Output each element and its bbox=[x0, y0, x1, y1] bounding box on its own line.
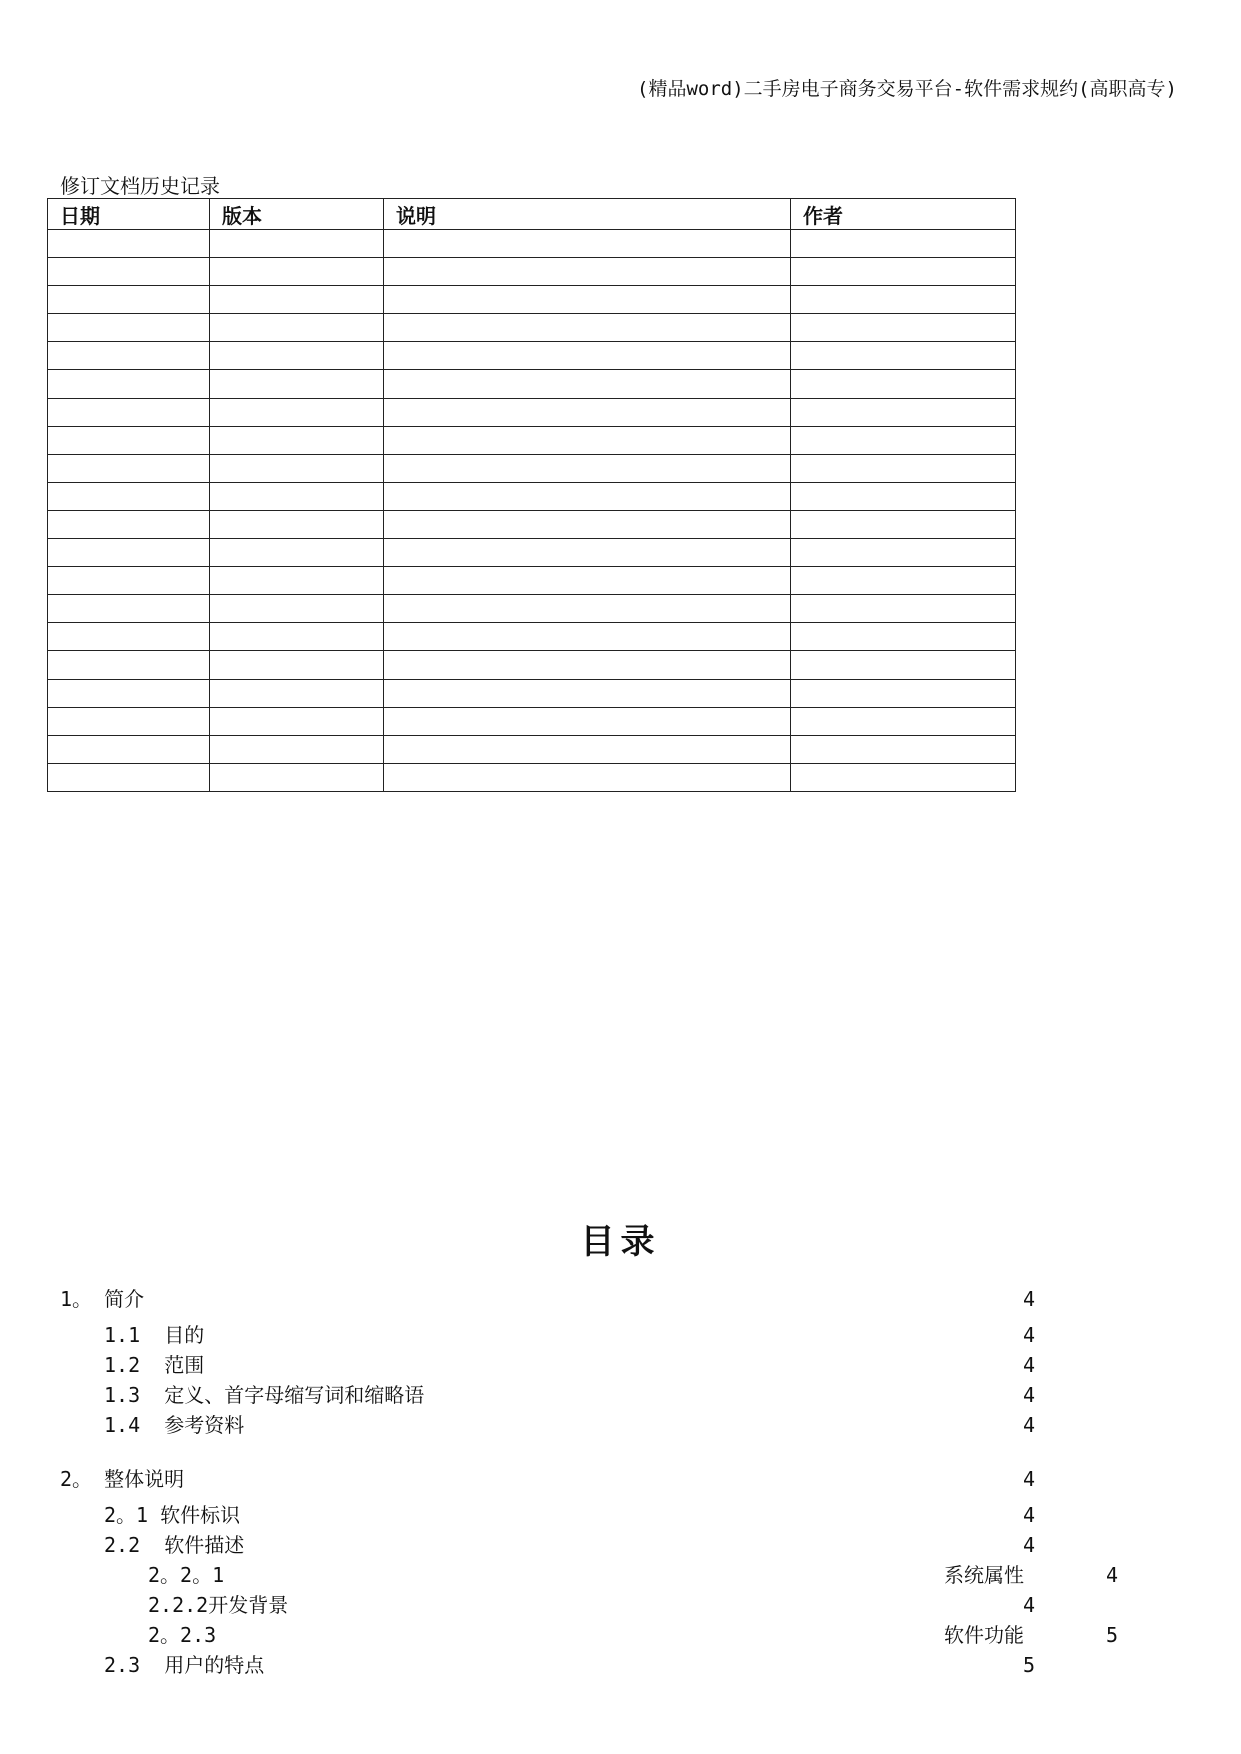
table-row bbox=[48, 510, 1016, 538]
toc-entry-1: 1。 简介 bbox=[60, 1287, 145, 1311]
table-cell bbox=[791, 539, 1016, 567]
table-cell bbox=[48, 370, 210, 398]
table-cell bbox=[384, 539, 791, 567]
table-cell bbox=[791, 314, 1016, 342]
table-row bbox=[48, 651, 1016, 679]
toc-page-1-1: 4 bbox=[1023, 1323, 1036, 1347]
table-cell bbox=[791, 398, 1016, 426]
col-author: 作者 bbox=[791, 199, 1016, 230]
table-row bbox=[48, 398, 1016, 426]
table-cell bbox=[384, 454, 791, 482]
table-cell bbox=[791, 454, 1016, 482]
toc-entry-2-1: 2。1 软件标识 bbox=[104, 1503, 241, 1527]
table-cell bbox=[210, 314, 384, 342]
table-row bbox=[48, 539, 1016, 567]
table-cell bbox=[210, 539, 384, 567]
toc-page-2-3: 5 bbox=[1023, 1653, 1036, 1677]
table-row bbox=[48, 735, 1016, 763]
toc-entry-2-2: 2.2 软件描述 bbox=[104, 1533, 245, 1557]
table-cell bbox=[210, 510, 384, 538]
table-cell bbox=[791, 286, 1016, 314]
toc-page-1: 4 bbox=[1023, 1287, 1036, 1311]
table-row bbox=[48, 454, 1016, 482]
table-cell bbox=[210, 258, 384, 286]
table-cell bbox=[210, 370, 384, 398]
toc-page-2: 4 bbox=[1023, 1467, 1036, 1491]
table-cell bbox=[210, 398, 384, 426]
table-cell bbox=[791, 510, 1016, 538]
table-cell bbox=[210, 763, 384, 791]
toc-entry-2-2-3-title: 软件功能 bbox=[944, 1623, 1024, 1647]
table-cell bbox=[48, 539, 210, 567]
table-cell bbox=[48, 398, 210, 426]
toc-entry-1-2: 1.2 范围 bbox=[104, 1353, 205, 1377]
table-cell bbox=[384, 651, 791, 679]
table-cell bbox=[384, 482, 791, 510]
toc-entry-1-1: 1.1 目的 bbox=[104, 1323, 205, 1347]
table-cell bbox=[384, 707, 791, 735]
table-cell bbox=[48, 567, 210, 595]
table-cell bbox=[791, 707, 1016, 735]
revision-history-table bbox=[47, 198, 1016, 792]
toc-page-1-2: 4 bbox=[1023, 1353, 1036, 1377]
table-cell bbox=[48, 286, 210, 314]
table-cell bbox=[210, 342, 384, 370]
table-cell bbox=[210, 482, 384, 510]
table-cell bbox=[210, 230, 384, 258]
table-cell bbox=[791, 679, 1016, 707]
table-cell bbox=[384, 763, 791, 791]
table-cell bbox=[210, 426, 384, 454]
table-cell bbox=[48, 763, 210, 791]
table-cell bbox=[48, 426, 210, 454]
table-cell bbox=[791, 342, 1016, 370]
toc-entry-1-4: 1.4 参考资料 bbox=[104, 1413, 245, 1437]
toc-entry-2-2-1: 2。2。1 bbox=[148, 1563, 225, 1587]
table-cell bbox=[48, 510, 210, 538]
table-cell bbox=[384, 370, 791, 398]
table-cell bbox=[48, 342, 210, 370]
table-row bbox=[48, 679, 1016, 707]
table-cell bbox=[48, 623, 210, 651]
table-cell bbox=[384, 567, 791, 595]
table-cell bbox=[384, 679, 791, 707]
table-cell bbox=[791, 482, 1016, 510]
table-cell bbox=[48, 454, 210, 482]
table-cell bbox=[48, 258, 210, 286]
table-cell bbox=[384, 314, 791, 342]
table-row bbox=[48, 482, 1016, 510]
table-cell bbox=[791, 370, 1016, 398]
table-cell bbox=[384, 735, 791, 763]
table-cell bbox=[210, 679, 384, 707]
table-row bbox=[48, 426, 1016, 454]
table-row bbox=[48, 623, 1016, 651]
table-row bbox=[48, 286, 1016, 314]
table-row bbox=[48, 595, 1016, 623]
table-cell bbox=[791, 426, 1016, 454]
table-cell bbox=[48, 482, 210, 510]
table-cell bbox=[384, 342, 791, 370]
toc-page-1-4: 4 bbox=[1023, 1413, 1036, 1437]
toc-entry-2: 2。 整体说明 bbox=[60, 1467, 185, 1491]
table-cell bbox=[48, 707, 210, 735]
table-cell bbox=[210, 595, 384, 623]
toc-entry-1-3: 1.3 定义、首字母缩写词和缩略语 bbox=[104, 1383, 425, 1407]
revision-history-title: 修订文档历史记录 bbox=[60, 174, 220, 198]
table-cell bbox=[210, 623, 384, 651]
toc-page-2-2-1: 4 bbox=[1106, 1563, 1119, 1587]
toc-page-2-1: 4 bbox=[1023, 1503, 1036, 1527]
table-cell bbox=[48, 314, 210, 342]
table-cell bbox=[210, 454, 384, 482]
table-cell bbox=[791, 735, 1016, 763]
table-row bbox=[48, 230, 1016, 258]
toc-entry-2-2-2: 2.2.2开发背景 bbox=[148, 1593, 289, 1617]
table-cell bbox=[791, 230, 1016, 258]
table-cell bbox=[48, 595, 210, 623]
table-cell bbox=[384, 286, 791, 314]
table-cell bbox=[210, 707, 384, 735]
table-row bbox=[48, 258, 1016, 286]
table-cell bbox=[48, 230, 210, 258]
table-cell bbox=[384, 230, 791, 258]
table-cell bbox=[791, 651, 1016, 679]
toc-page-2-2-2: 4 bbox=[1023, 1593, 1036, 1617]
toc-entry-2-2-3: 2。2.3 bbox=[148, 1623, 217, 1647]
toc-page-1-3: 4 bbox=[1023, 1383, 1036, 1407]
table-cell bbox=[791, 763, 1016, 791]
col-description: 说明 bbox=[384, 199, 791, 230]
table-cell bbox=[384, 595, 791, 623]
table-cell bbox=[210, 735, 384, 763]
toc-title: 目录 bbox=[580, 1222, 661, 1262]
table-cell bbox=[384, 623, 791, 651]
page-header: (精品word)二手房电子商务交易平台-软件需求规约(高职高专) bbox=[637, 78, 1177, 100]
table-cell bbox=[384, 398, 791, 426]
table-cell bbox=[48, 679, 210, 707]
table-row bbox=[48, 567, 1016, 595]
table-cell bbox=[384, 510, 791, 538]
table-cell bbox=[210, 567, 384, 595]
col-version: 版本 bbox=[210, 199, 384, 230]
table-cell bbox=[210, 286, 384, 314]
toc-entry-2-3: 2.3 用户的特点 bbox=[104, 1653, 265, 1677]
table-row bbox=[48, 370, 1016, 398]
toc-page-2-2: 4 bbox=[1023, 1533, 1036, 1557]
table-cell bbox=[791, 258, 1016, 286]
table-cell bbox=[791, 567, 1016, 595]
col-date: 日期 bbox=[48, 199, 210, 230]
table-row bbox=[48, 763, 1016, 791]
table-cell bbox=[48, 651, 210, 679]
table-cell bbox=[791, 595, 1016, 623]
table-row bbox=[48, 342, 1016, 370]
toc-page-2-2-3: 5 bbox=[1106, 1623, 1119, 1647]
table-cell bbox=[384, 426, 791, 454]
toc-entry-2-2-1-title: 系统属性 bbox=[944, 1563, 1024, 1587]
table-row bbox=[48, 314, 1016, 342]
table-cell bbox=[48, 735, 210, 763]
table-cell bbox=[210, 651, 384, 679]
table-row bbox=[48, 707, 1016, 735]
table-cell bbox=[384, 258, 791, 286]
table-header-row bbox=[48, 199, 1016, 230]
table-cell bbox=[791, 623, 1016, 651]
